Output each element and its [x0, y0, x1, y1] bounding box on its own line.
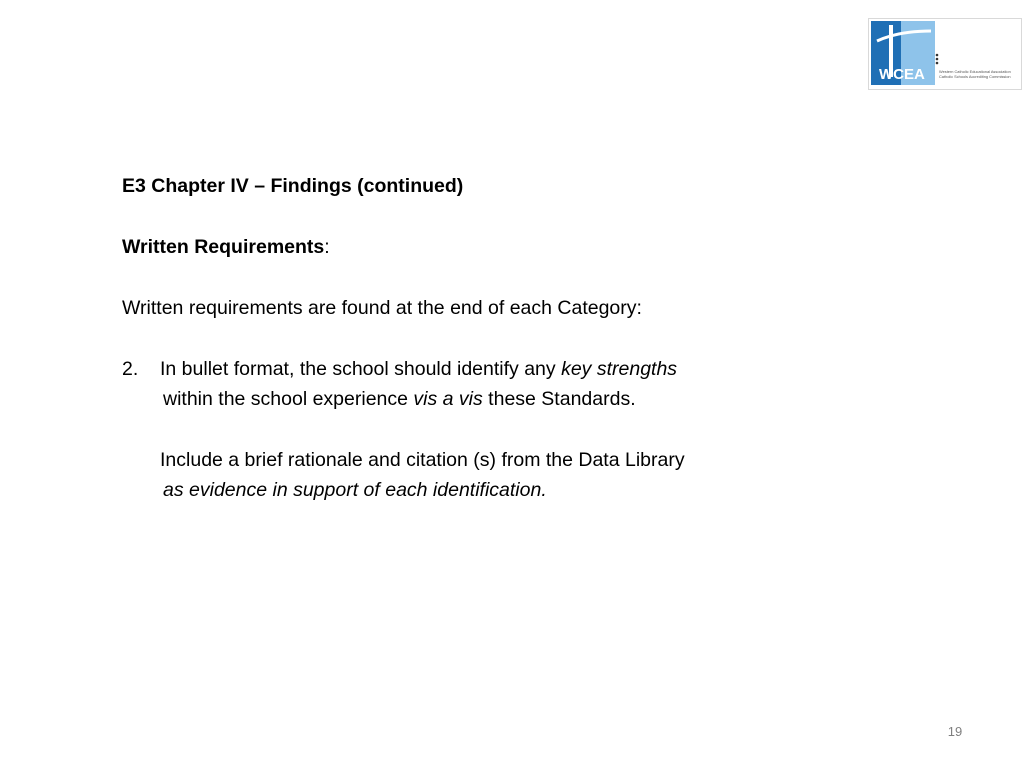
logo-dot [936, 58, 939, 61]
subheading-label: Written Requirements [122, 236, 325, 258]
item-line2-text: within the school experience [163, 388, 414, 410]
intro-text: Written requirements are found at the end of each Category: [122, 297, 642, 319]
item-line2-end: these Standards. [482, 388, 636, 410]
logo-org-line1: Western Catholic Educational Association [939, 69, 1011, 74]
item-line1-text: In bullet format, the school should identify any [160, 358, 562, 380]
written-requirements-heading [122, 232, 922, 262]
item-line4: as evidence in support of each identification. [163, 479, 547, 501]
spacer [122, 323, 922, 354]
slide-heading: E3 Chapter IV – Findings (continued) [122, 175, 464, 197]
logo-org-line2: Catholic Schools Accrediting Commission [939, 74, 1011, 79]
subheading-colon: : [324, 236, 330, 258]
numbered-item-line2 [122, 384, 922, 414]
logo-wcea-text: WCEA [879, 66, 925, 83]
item-number: 2. [122, 358, 139, 380]
item-line3: Include a brief rationale and citation (s) from the Data Library [160, 449, 685, 471]
spacer [122, 414, 922, 445]
wcea-logo [868, 18, 1022, 90]
logo-dot [936, 54, 939, 57]
wcea-logo-graphic [869, 19, 1021, 89]
slide-content [122, 171, 922, 505]
logo-dot [936, 62, 939, 65]
spacer [122, 201, 922, 232]
numbered-item-line1 [122, 354, 922, 384]
item-line1-italic: key strengths [561, 358, 678, 380]
spacer [122, 262, 922, 293]
item-line2-italic: vis a vis [413, 388, 483, 410]
page-number: 19 [947, 724, 963, 739]
